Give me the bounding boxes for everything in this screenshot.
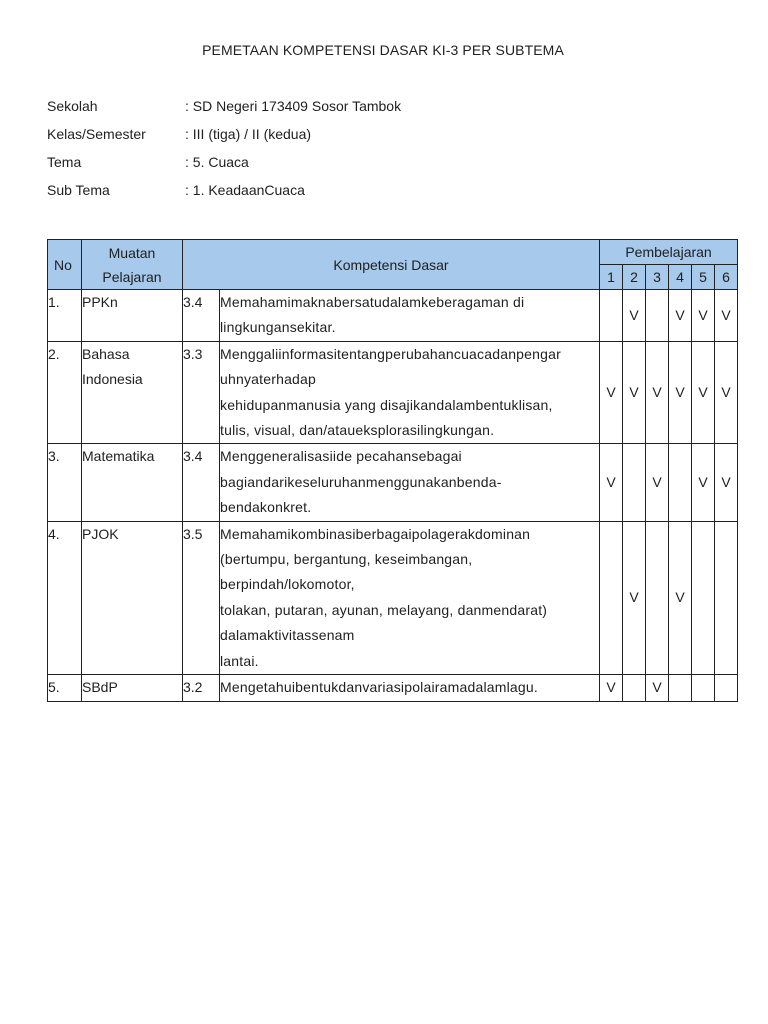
row-mark-1 [600,521,623,674]
row-number: 4. [48,521,82,674]
row-mark-2: V [623,290,646,342]
info-label: Kelas/Semester [47,126,146,142]
row-kd-code: 3.2 [183,675,220,701]
competency-table [47,239,738,702]
table-row [48,521,738,674]
row-kd-line: dalamaktivitassenam [220,627,355,644]
row-kd-line: bendakonkret. [220,499,312,516]
row-mark-4 [669,675,692,701]
row-mark-2: V [623,521,646,674]
row-mark-5 [692,521,715,674]
row-mark-2: V [623,341,646,444]
header-lesson-4: 4 [669,265,692,290]
row-mark-2 [623,444,646,521]
row-mark-1: V [600,444,623,521]
row-mark-6 [715,675,738,701]
info-value: : III (tiga) / II (kedua) [185,126,312,142]
row-mark-1 [600,290,623,342]
row-mark-2 [623,675,646,701]
row-mark-3: V [646,341,669,444]
row-mark-3: V [646,444,669,521]
header-pembelajaran: Pembelajaran [600,240,738,265]
row-muatan [82,521,183,674]
row-muatan [82,675,183,701]
row-kd-text [220,341,600,444]
row-muatan-line: Bahasa [82,345,130,362]
header-muatan-line: Muatan [108,244,156,261]
row-mark-5 [692,675,715,701]
row-mark-6 [715,521,738,674]
row-kd-line: Mengetahuibentukdanvariasipolairamadalamlagu. [220,679,538,696]
row-mark-3 [646,290,669,342]
row-kd-line: tolakan, putaran, ayunan, melayang, danmendarat) [220,601,548,618]
header-lesson-3: 3 [646,265,669,290]
row-kd-line: kehidupanmanusia yang disajikandalambentuklisan, [220,396,553,413]
row-mark-5: V [692,341,715,444]
row-kd-line: Memahamimaknabersatudalamkeberagaman di [220,294,525,310]
row-mark-5: V [692,444,715,521]
row-muatan-line: SBdP [82,679,118,696]
info-label: Tema [47,154,82,170]
row-kd-code: 3.3 [183,341,220,444]
row-mark-5: V [692,290,715,342]
table-row [48,341,738,444]
header-kompetensi-dasar: Kompetensi Dasar [183,240,600,290]
header-lesson-1: 1 [600,265,623,290]
row-muatan-line: PPKn [82,294,118,310]
header-muatan-line: Pelajaran [102,268,162,285]
row-kd-text [220,521,600,674]
row-kd-code: 3.4 [183,290,220,342]
row-number: 3. [48,444,82,521]
row-kd-line: tulis, visual, dan/ataueksplorasilingkungan. [220,422,495,439]
row-muatan-line: Matematika [82,448,155,465]
header-lesson-2: 2 [623,265,646,290]
row-mark-4: V [669,341,692,444]
row-mark-6: V [715,341,738,444]
row-kd-line: Menggeneralisasiide pecahansebagai [220,448,462,465]
info-label: Sekolah [47,98,98,114]
table-row [48,290,738,342]
row-number: 1. [48,290,82,342]
table-row [48,675,738,701]
document-title: PEMETAAN KOMPETENSI DASAR KI-3 PER SUBTEMA [202,42,564,58]
info-value: : 1. KeadaanCuaca [185,182,305,198]
row-mark-6: V [715,444,738,521]
row-kd-text [220,290,600,342]
row-kd-line: (bertumpu, bergantung, keseimbangan, [220,551,473,568]
row-kd-line: bagiandarikeseluruhanmenggunakanbenda- [220,473,502,490]
row-mark-1: V [600,675,623,701]
row-muatan [82,444,183,521]
row-number: 5. [48,675,82,701]
row-mark-4 [669,444,692,521]
row-kd-line: uhnyaterhadap [220,371,317,388]
row-muatan-line: Indonesia [82,371,143,388]
row-number: 2. [48,341,82,444]
row-kd-line: lantai. [220,652,259,669]
info-value: : SD Negeri 173409 Sosor Tambok [185,98,402,114]
row-mark-3: V [646,675,669,701]
row-kd-line: Menggaliinformasitentangperubahancuacadanpengar [220,345,561,362]
row-kd-code: 3.5 [183,521,220,674]
table-row [48,444,738,521]
row-mark-1: V [600,341,623,444]
header-lesson-6: 6 [715,265,738,290]
row-muatan [82,341,183,444]
row-mark-4: V [669,290,692,342]
row-muatan-line: PJOK [82,525,119,542]
row-kd-line: Memahamikombinasiberbagaipolagerakdominan [220,525,531,542]
info-label: Sub Tema [47,182,110,198]
row-kd-text [220,444,600,521]
row-kd-line: berpindah/lokomotor, [220,576,355,593]
row-mark-4: V [669,521,692,674]
row-muatan [82,290,183,342]
header-no: No [48,240,82,290]
row-kd-code: 3.4 [183,444,220,521]
row-kd-line: lingkungansekitar. [220,319,336,336]
info-value: : 5. Cuaca [185,154,249,170]
row-kd-text [220,675,600,701]
header-lesson-5: 5 [692,265,715,290]
row-mark-3 [646,521,669,674]
row-mark-6: V [715,290,738,342]
header-muatan-pelajaran [82,240,183,290]
